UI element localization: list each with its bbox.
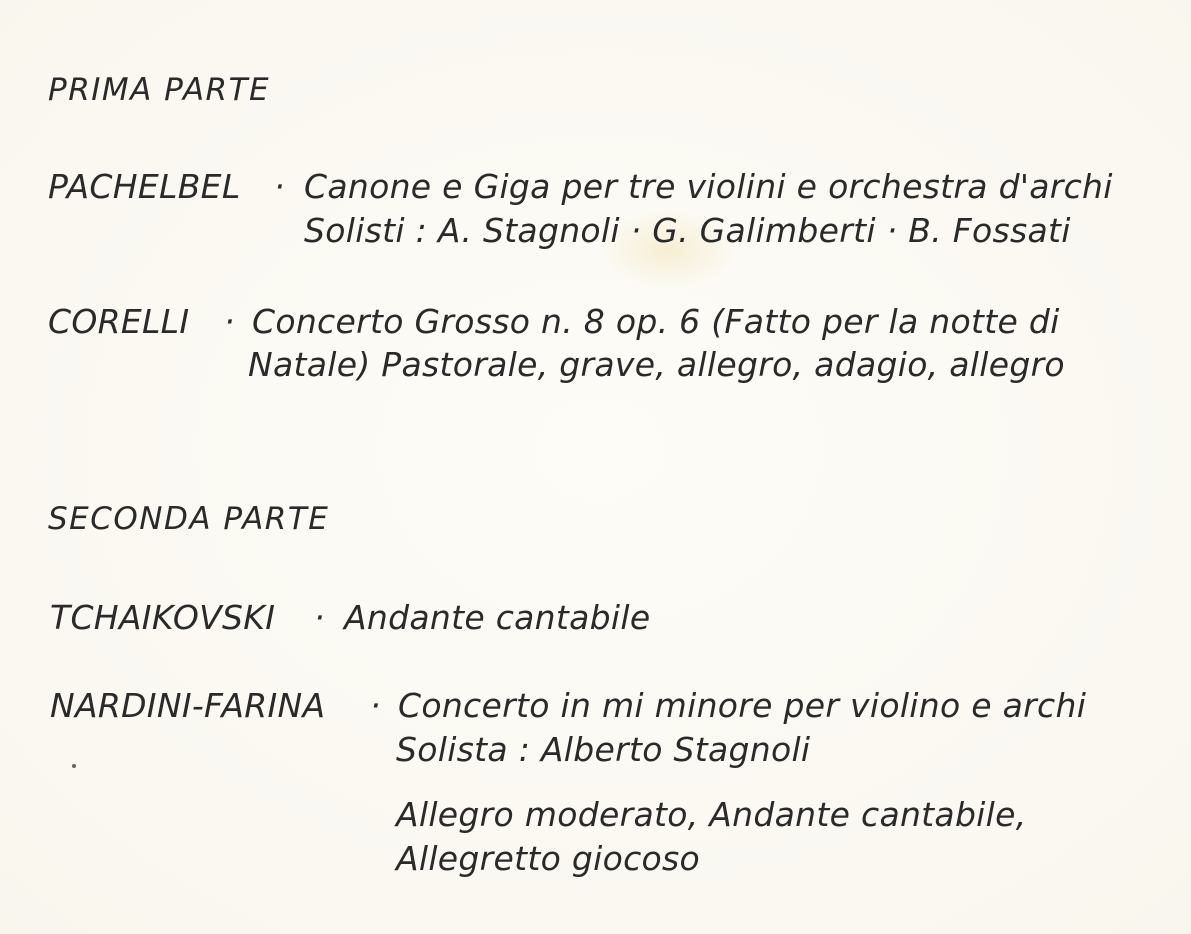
composer-pachelbel: PACHELBEL [48,167,241,206]
piece-title-corelli: Concerto Grosso n. 8 op. 6 (Fatto per la notte di [252,302,1060,341]
composer-nardini-farina: NARDINI-FARINA [50,686,326,725]
piece-title-tchaikovski: Andante cantabile [344,598,651,637]
movements-nardini-farina-line-2: Allegretto giocoso [396,839,701,878]
separator-dot: · [224,302,235,341]
separator-dot: · [370,686,381,725]
paper-speck [72,764,76,768]
movements-corelli: Natale) Pastorale, grave, allegro, adagio, allegro [248,345,1065,384]
section-heading-prima-parte: PRIMA PARTE [48,72,271,108]
composer-tchaikovski: TCHAIKOVSKI [50,598,276,637]
section-heading-seconda-parte: SECONDA PARTE [48,501,330,537]
composer-corelli: CORELLI [48,302,190,341]
movements-nardini-farina-line-1: Allegro moderato, Andante cantabile, [396,795,1027,834]
piece-title-nardini-farina: Concerto in mi minore per violino e archi [398,686,1087,725]
soloist-nardini-farina: Solista : Alberto Stagnoli [396,730,811,769]
piece-title-pachelbel: Canone e Giga per tre violini e orchestra d'archi [304,167,1113,206]
separator-dot: · [314,598,325,637]
separator-dot: · [274,167,285,206]
soloists-pachelbel: Solisti : A. Stagnoli · G. Galimberti · B. Fossati [304,211,1071,250]
